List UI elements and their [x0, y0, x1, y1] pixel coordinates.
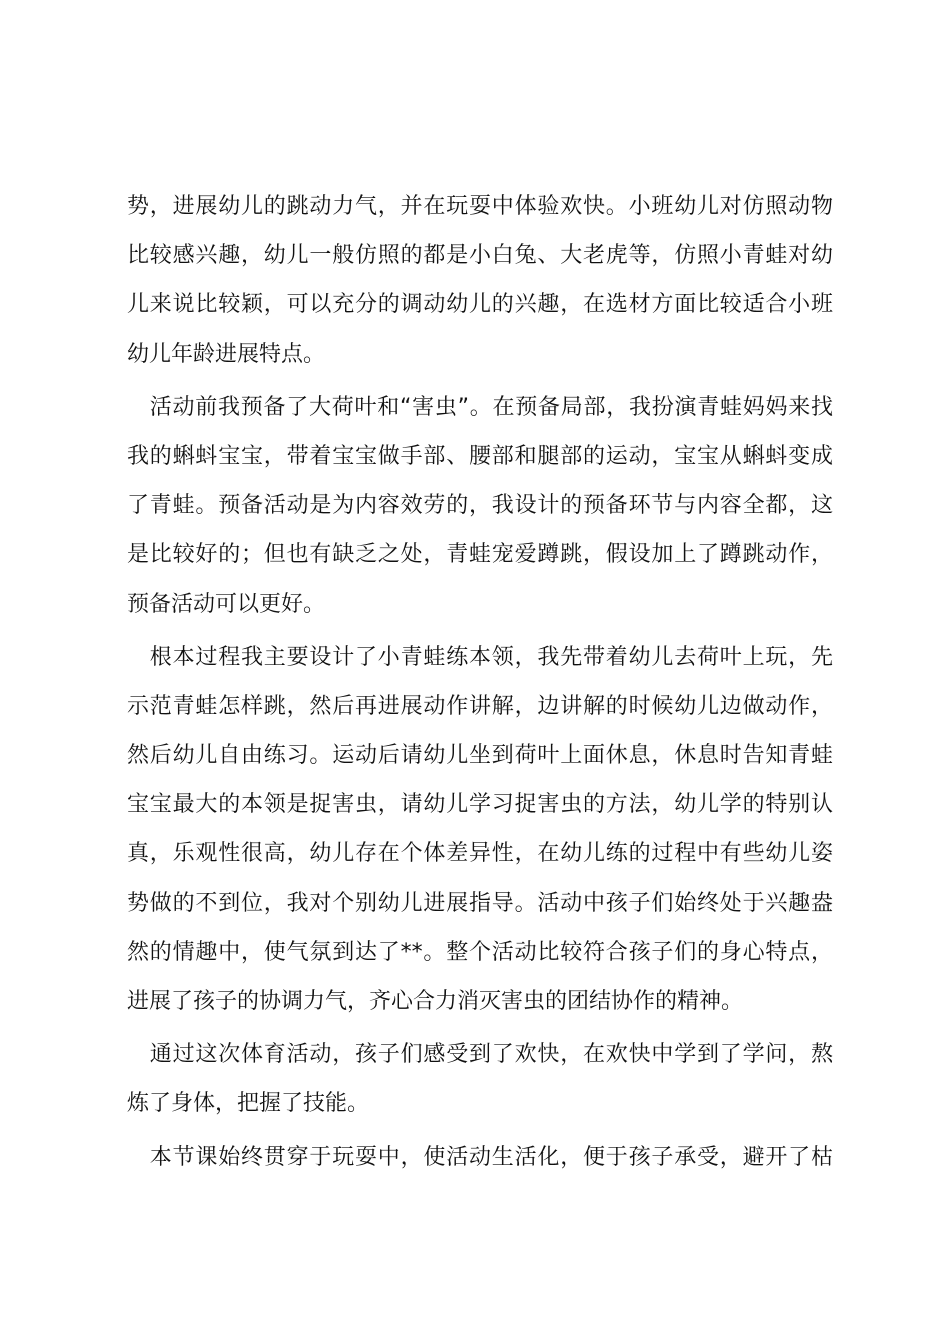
paragraph-1 [127, 182, 833, 379]
text-line: 了青蛙。预备活动是为内容效劳的，我设计的预备环节与内容全都，这 [127, 493, 833, 519]
paragraph-5 [127, 1133, 833, 1182]
text-line: 宝宝最大的本领是捉害虫，请幼儿学习捉害虫的方法，幼儿学的特别认 [127, 792, 833, 818]
text-line: 然的情趣中，使气氛到达了**。整个活动比较符合孩子们的身心特点， [127, 939, 833, 965]
paragraph-3 [127, 633, 833, 1027]
paragraph-2 [127, 383, 833, 629]
document-body [127, 182, 833, 1182]
text-line: 真，乐观性很高，幼儿存在个体差异性，在幼儿练的过程中有些幼儿姿 [127, 841, 833, 867]
text-line: 活动前我预备了大荷叶和“害虫”。在预备局部，我扮演青蛙妈妈来找 [127, 394, 833, 420]
text-line: 是比较好的；但也有缺乏之处，青蛙宠爱蹲跳，假设加上了蹲跳动作， [127, 542, 833, 568]
text-line: 然后幼儿自由练习。运动后请幼儿坐到荷叶上面休息，休息时告知青蛙 [127, 743, 833, 769]
text-line: 示范青蛙怎样跳，然后再进展动作讲解，边讲解的时候幼儿边做动作， [127, 693, 833, 719]
text-line: 儿来说比较颖，可以充分的调动幼儿的兴趣，在选材方面比较适合小班 [127, 292, 833, 318]
text-line: 预备活动可以更好。 [127, 591, 326, 617]
text-line: 进展了孩子的协调力气，齐心合力消灭害虫的团结协作的精神。 [127, 989, 744, 1014]
paragraph-4 [127, 1030, 833, 1128]
text-line: 势做的不到位，我对个别幼儿进展指导。活动中孩子们始终处于兴趣盎 [127, 890, 833, 916]
text-line: 根本过程我主要设计了小青蛙练本领，我先带着幼儿去荷叶上玩，先 [127, 644, 833, 670]
text-line: 比较感兴趣，幼儿一般仿照的都是小白兔、大老虎等，仿照小青蛙对幼 [127, 243, 833, 269]
text-line: 我的蝌蚪宝宝，带着宝宝做手部、腰部和腿部的运动，宝宝从蝌蚪变成 [127, 443, 833, 469]
text-line: 幼儿年龄进展特点。 [127, 341, 326, 367]
text-line: 通过这次体育活动，孩子们感受到了欢快，在欢快中学到了学问，熬 [127, 1042, 833, 1068]
text-line: 炼了身体，把握了技能。 [127, 1091, 370, 1117]
text-line: 势，进展幼儿的跳动力气，并在玩耍中体验欢快。小班幼儿对仿照动物 [127, 194, 833, 219]
text-line: 本节课始终贯穿于玩耍中，使活动生活化，便于孩子承受，避开了枯 [127, 1144, 833, 1170]
